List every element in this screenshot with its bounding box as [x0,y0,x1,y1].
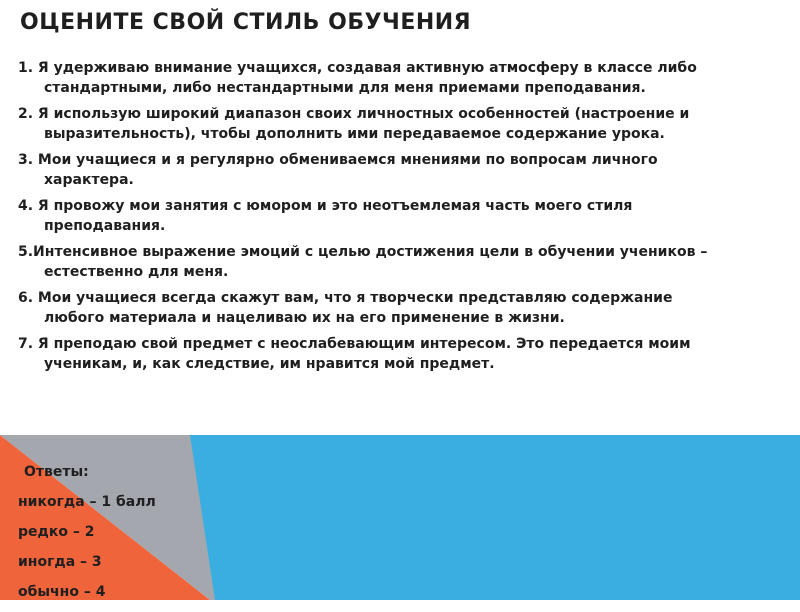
question-item-5: 5.Интенсивное выражение эмоций с целью достижения цели в обучении учеников – естественно для меня. [18,244,708,280]
answers-block [18,462,156,612]
answers-header: Ответы: [24,464,89,480]
question-item-4: 4. Я провожу мои занятия с юмором и это неотъемлемая часть моего стиля преподавания. [18,198,633,234]
answer-usually: обычно – 4 [18,584,106,600]
question-item-7: 7. Я преподаю свой предмет с неослабевающим интересом. Это передается моим ученикам, и, как следствие, им нравится мой предмет. [18,336,691,372]
question-item-1: 1. Я удерживаю внимание учащихся, создавая активную атмосферу в классе либо стандартными, либо нестандартными для меня приемами преподавания. [18,60,697,96]
question-item-3: 3. Мои учащиеся и я регулярно обмениваемся мнениями по вопросам личного характера. [18,152,658,188]
answer-never: никогда – 1 балл [18,494,156,510]
question-list [18,58,718,380]
question-item-6: 6. Мои учащиеся всегда скажут вам, что я творчески представляю содержание любого материала и нацеливаю их на его применение в жизни. [18,290,673,326]
answer-sometimes: иногда – 3 [18,554,102,570]
question-item-2: 2. Я использую широкий диапазон своих личностных особенностей (настроение и выразительность), чтобы дополнить ими передаваемое содержание урока. [18,106,690,142]
slide-title: ОЦЕНИТЕ СВОЙ СТИЛЬ ОБУЧЕНИЯ [20,10,472,35]
answer-rarely: редко – 2 [18,524,95,540]
blue-band [215,435,800,600]
